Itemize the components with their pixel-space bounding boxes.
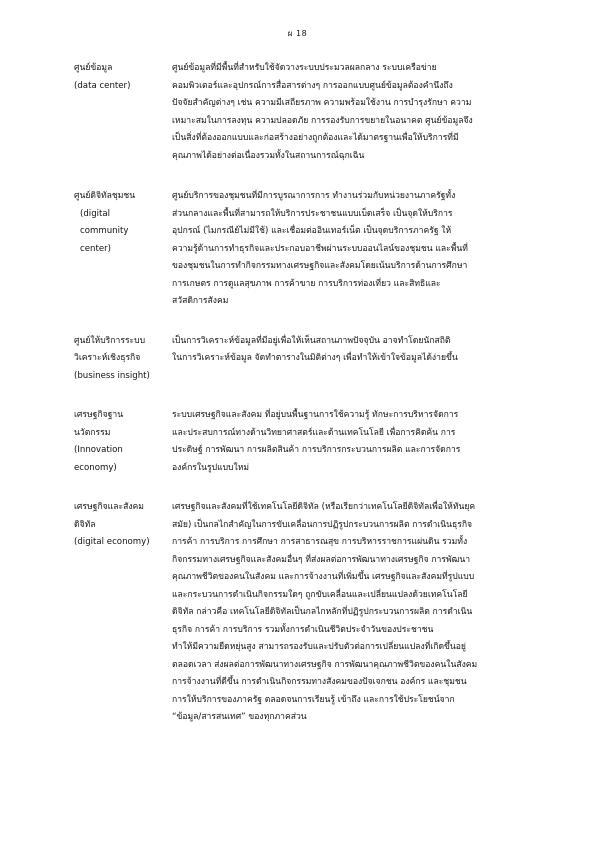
term-line: community [80,226,129,236]
definition-line: ปัจจัยสำคัญต่างๆ เช่น ความมีเสถียรภาพ ความพร้อมใช้งาน การบำรุงรักษา ความ [172,98,472,108]
definition-line: ดิจิทัล กล่าวคือ เทคโนโลยีดิจิทัลเป็นกลไกหลักที่ปฏิรูปกระบวนการผลิต การดำเนิน [172,607,473,617]
definition-line: เหมาะสมในการลงทุน ความปลอดภัย การรองรับการขยายในอนาคต ศูนย์ข้อมูลจึง [172,115,473,126]
glossary-definition [172,60,524,165]
definition-line: อุปกรณ์ (ไมกรณีย์ไม่มีใช้) และเชื่อมต่ออินเทอร์เน็ต เป็นจุดบริการภาครัฐ ให้ [172,226,452,236]
term-line: นวัตกรรม [74,427,111,438]
definition-line: สวัสดิการสังคม [172,296,229,306]
definition-line: “ข้อมูล/สารสนเทศ” ของทุกภาคส่วน [172,712,307,722]
term-line: (business insight) [74,370,150,381]
definition-line: และประสบการณ์ทางด้านวิทยาศาสตร์และด้านเทคโนโลยี เพื่อการคิดค้น การ [172,427,456,438]
definition-line: ศูนย์บริการของชุมชนที่มีการบูรณาการการ ทำงานร่วมกับหน่วยงานภาครัฐทั้ง [172,191,456,201]
definition-line: องค์กรในรูปแบบใหม่ [172,462,250,473]
definition-line: ในการวิเคราะห์ข้อมูล จัดทำตารางในมิติต่างๆ เพื่อทำให้เข้าใจข้อมูลได้ง่ายขึ้น [172,353,458,363]
definition-line: การให้บริการของภาครัฐ ตลอดจนการเรียนรู้ เข้าถึง และการใช้ประโยชน์จาก [172,694,455,705]
definition-line: ทำให้มีความยืดหยุ่นสูง สามารถรองรับและปรับตัวต่อการเปลี่ยนแปลงที่เกิดขึ้นอยู่ [172,642,466,652]
definition-line: เป็นสิ่งที่ต้องออกแบบและก่อสร้างอย่างถูกต้องและได้มาตรฐานเพื่อให้บริการที่มี [172,133,459,143]
definition-line: ศูนย์ข้อมูลที่มีพื้นที่สำหรับใช้จัดวางระบบประมวลผลกลาง ระบบเครือข่าย [172,63,437,73]
glossary-entry [74,499,524,727]
definition-line: ส่วนกลางและพื้นที่สามารถให้บริการประชาชนแบบเบ็ดเสร็จ เป็นจุดให้บริการ [172,208,453,219]
glossary-term [74,499,172,552]
definition-line: คอมพิวเตอร์และอุปกรณ์การสื่อสารต่างๆ การออกแบบศูนย์ข้อมูลต้องคำนึงถึง [172,80,453,91]
definition-line: กิจกรรมทางเศรษฐกิจและสังคมอื่นๆ ที่ส่งผลต่อการพัฒนาทางเศรษฐกิจ การพัฒนา [172,554,471,565]
term-line: economy) [74,462,117,473]
glossary-entry [74,333,524,386]
term-line: (digital [80,208,111,219]
glossary-definition [172,407,524,477]
glossary-term [74,60,172,95]
glossary-entry [74,407,524,477]
glossary-definition [172,499,524,727]
definition-line: ของชุมชนในการทำกิจกรรมทางเศรษฐกิจและสังคมโดยเน้นบริการด้านการศึกษา [172,261,468,271]
definition-line: การจ้างงานที่ดีขึ้น การดำเนินกิจกรรมทางสังคมของปัจเจกชน องค์กร และชุมชน [172,677,467,687]
definition-line: คุณภาพชีวิตของคนในสังคม และการจ้างงานที่เพิ่มขึ้น เศรษฐกิจและสังคมที่รูปแบบ [172,572,475,582]
glossary-entry [74,60,524,165]
term-line: ศูนย์ดิจิทัลชุมชน [74,191,136,201]
term-line: เศรษฐกิจและสังคม [74,502,144,512]
definition-line: เป็นการวิเคราะห์ข้อมูลที่มีอยู่เพื่อให้เห็นสถานภาพปัจจุบัน อาจทำโดยนักสถิติ [172,335,451,346]
definition-line: ความรู้ด้านการทำธุรกิจและประกอบอาชีพผ่านระบบออนไลน์ของชุมชน และพื้นที่ [172,243,468,254]
glossary-term [74,333,172,386]
term-line: วิเคราะห์เชิงธุรกิจ [74,353,141,363]
term-line: (digital economy) [74,537,150,547]
term-line: (data center) [74,80,131,91]
term-line: ศูนย์ข้อมูล [74,63,113,73]
glossary-term [74,407,172,477]
glossary-term [74,188,172,258]
term-line: เศรษฐกิจฐาน [74,410,124,420]
glossary-definition [172,188,524,311]
page-number: ผ 18 [287,29,308,38]
glossary-definition [172,333,524,368]
definition-line: ประดิษฐ์ การพัฒนา การผลิตสินค้า การบริการกระบวนการผลิต และการจัดการ [172,445,461,455]
definition-line: ตลอดเวลา ส่งผลต่อการพัฒนาทางเศรษฐกิจ การพัฒนาคุณภาพชีวิตของคนในสังคม [172,659,478,670]
glossary-entry [74,188,524,311]
definition-line: สมัย) เป็นกลไกสำคัญในการขับเคลื่อนการปฏิรูปกระบวนการผลิต การดำเนินธุรกิจ [172,519,473,530]
definition-line: คุณภาพได้อย่างต่อเนื่องรวมทั้งในสถานการณ์ฉุกเฉิน [172,150,365,161]
term-line: center) [80,243,112,254]
definition-line: ธุรกิจ การค้า การบริการ รวมทั้งการดำเนินชีวิตประจำวันของประชาชน [172,624,434,635]
definition-line: และกระบวนการดำเนินกิจกรรมใดๆ ถูกขับเคลื่อนและเปลี่ยนแปลงด้วยเทคโนโลยี [172,589,468,600]
glossary-entries [74,60,524,727]
definition-line: การเกษตร การดูแลสุขภาพ การค้าขาย การบริการท่องเที่ยว และสิทธิและ [172,278,441,289]
definition-line: เศรษฐกิจและสังคมที่ใช้เทคโนโลยีดิจิทัล (หรือเรียกว่าเทคโนโลยีดิจิทัลเพื่อให้ทันยุค [172,502,476,512]
term-line: ดิจิทัล [74,519,96,530]
term-line: ศูนย์ให้บริการระบบ [74,335,146,346]
definition-line: การค้า การบริการ การศึกษา การสาธารณสุข การบริหารราชการแผ่นดิน รวมทั้ง [172,537,468,547]
definition-line: ระบบเศรษฐกิจและสังคม ที่อยู่บนพื้นฐานการใช้ความรู้ ทักษะการบริหารจัดการ [172,410,459,420]
term-line: (Innovation [74,445,123,455]
